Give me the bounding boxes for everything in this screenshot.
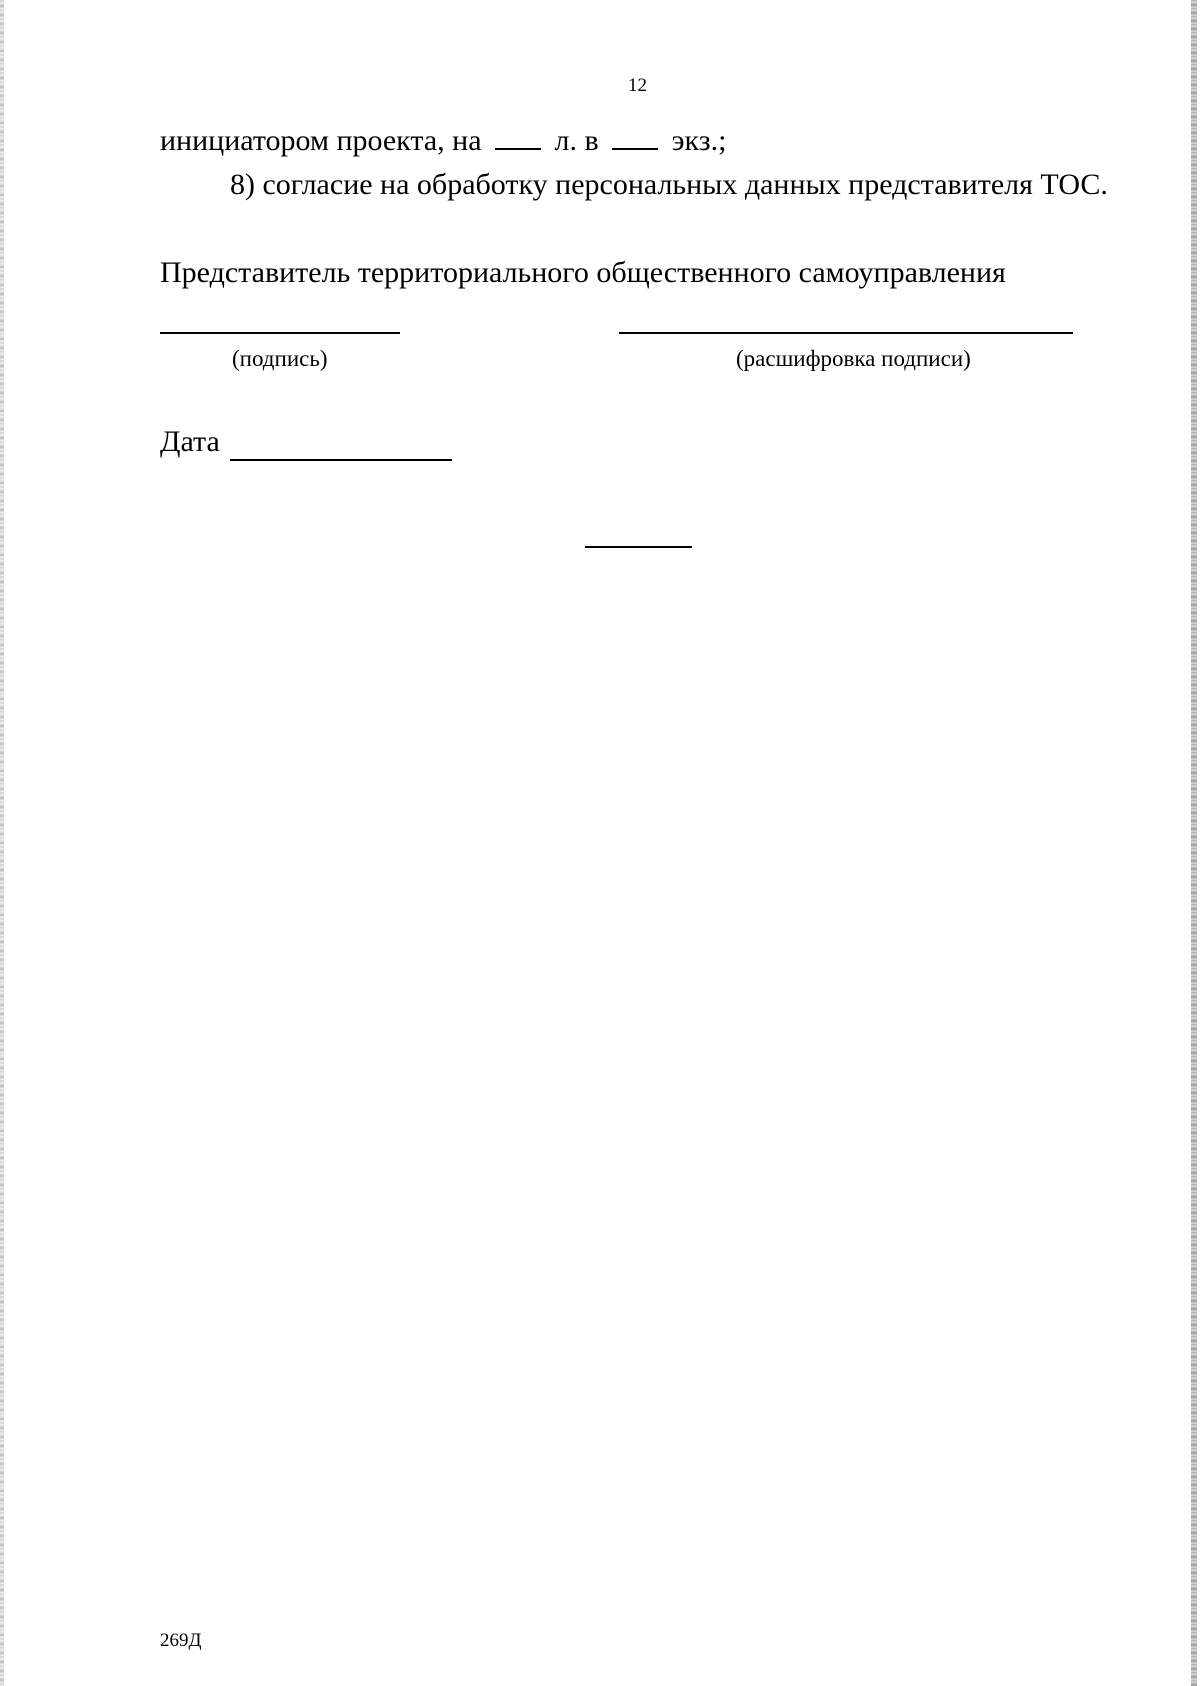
signature-caption: (подпись)	[232, 346, 328, 371]
signer-title: Представитель территориального общественного самоуправления	[160, 256, 1006, 289]
text-line-initiator-part3: экз.;	[671, 124, 727, 157]
text-line-initiator-part1: инициатором проекта, на	[160, 124, 482, 157]
sheets-count-blank	[495, 124, 541, 150]
signature-decode-line	[619, 332, 1073, 334]
end-of-document-rule	[585, 546, 692, 548]
scan-edge-left	[0, 0, 4, 1686]
footer-code: 269Д	[160, 1630, 202, 1651]
signature-line	[160, 332, 400, 334]
text-line-initiator	[160, 124, 726, 158]
copies-count-blank	[612, 124, 658, 150]
scan-edge-right	[1191, 0, 1197, 1686]
signature-decode-caption: (расшифровка подписи)	[736, 346, 971, 371]
date-line	[230, 459, 452, 461]
text-line-consent: 8) согласие на обработку персональных данных представителя ТОС.	[230, 168, 1108, 201]
page-number: 12	[628, 75, 647, 96]
text-line-initiator-part2: л. в	[554, 124, 599, 157]
date-label: Дата	[160, 425, 220, 458]
